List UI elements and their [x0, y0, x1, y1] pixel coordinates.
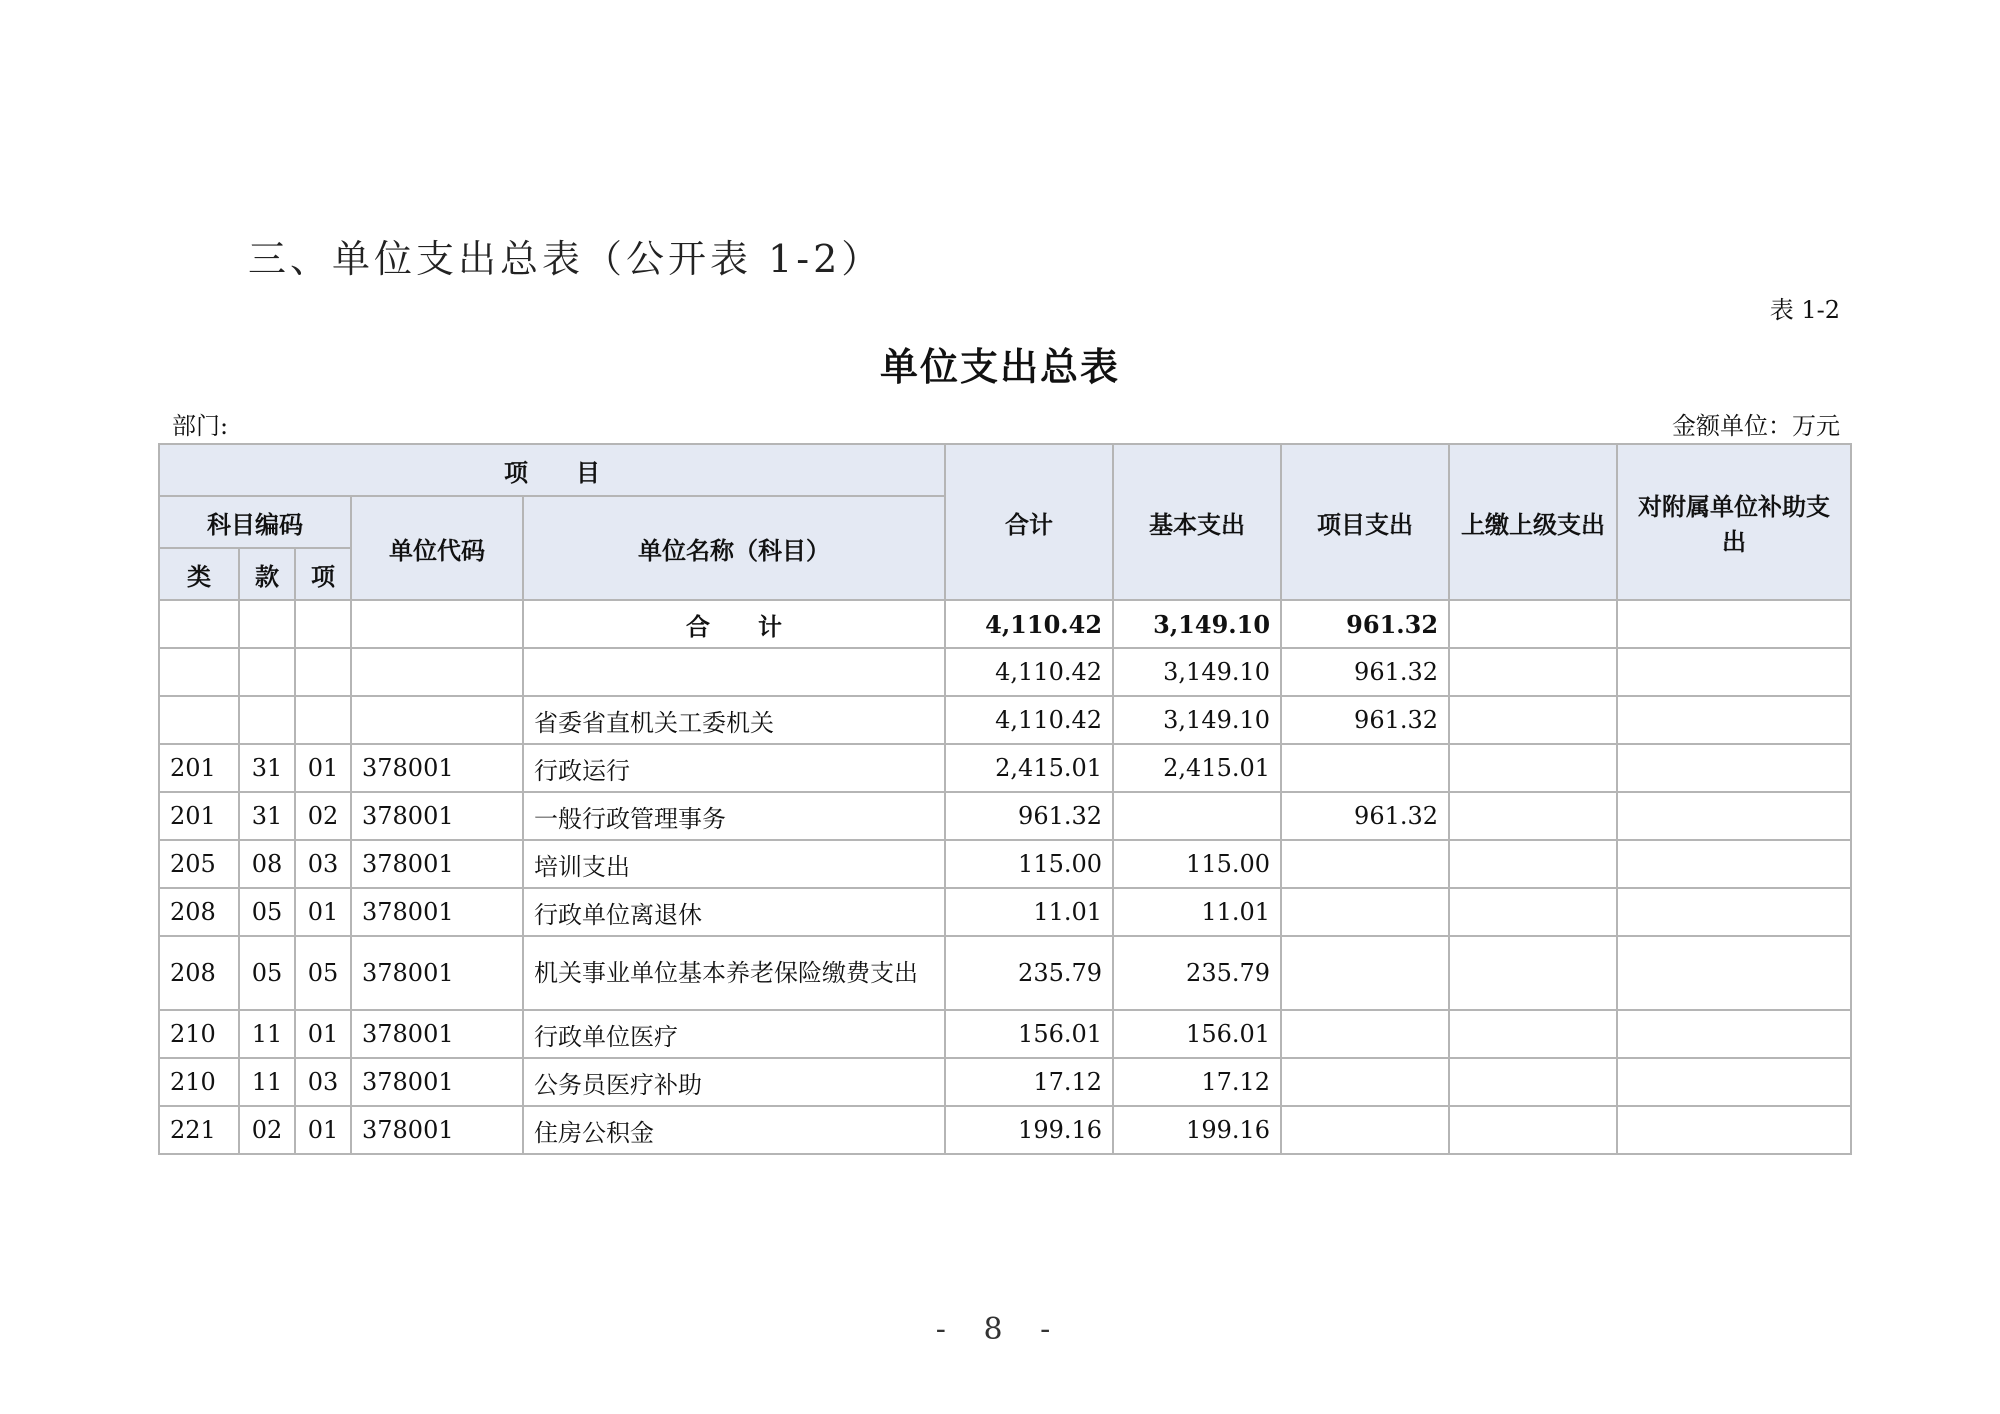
cell-kuan: 31	[239, 744, 295, 792]
cell-kuan: 11	[239, 1010, 295, 1058]
table-row	[159, 648, 1851, 696]
cell-name: 省委省直机关工委机关	[523, 696, 945, 744]
cell-lei: 208	[159, 888, 239, 936]
header-project: 项目支出	[1281, 444, 1449, 600]
cell-name: 合 计	[523, 600, 945, 648]
cell-lei: 205	[159, 840, 239, 888]
cell-subsidy	[1617, 648, 1851, 696]
cell-project: 961.32	[1281, 792, 1449, 840]
cell-name: 一般行政管理事务	[523, 792, 945, 840]
cell-total: 11.01	[945, 888, 1113, 936]
department-label: 部门:	[172, 412, 229, 440]
header-item: 项 目	[159, 444, 945, 496]
cell-project: 961.32	[1281, 696, 1449, 744]
header-total: 合计	[945, 444, 1113, 600]
header-lei: 类	[159, 548, 239, 600]
header-kuan: 款	[239, 548, 295, 600]
cell-total: 199.16	[945, 1106, 1113, 1154]
cell-code: 378001	[351, 936, 523, 1010]
table-row	[159, 840, 1851, 888]
cell-project	[1281, 888, 1449, 936]
header-basic: 基本支出	[1113, 444, 1281, 600]
cell-code	[351, 600, 523, 648]
cell-basic: 2,415.01	[1113, 744, 1281, 792]
cell-subsidy	[1617, 1106, 1851, 1154]
cell-lei: 201	[159, 744, 239, 792]
cell-name: 机关事业单位基本养老保险缴费支出	[523, 936, 945, 1010]
cell-subsidy	[1617, 1010, 1851, 1058]
cell-name: 住房公积金	[523, 1106, 945, 1154]
cell-kuan: 31	[239, 792, 295, 840]
cell-name: 培训支出	[523, 840, 945, 888]
table-row	[159, 744, 1851, 792]
header-xiang: 项	[295, 548, 351, 600]
cell-upper	[1449, 840, 1617, 888]
cell-basic: 3,149.10	[1113, 696, 1281, 744]
cell-kuan: 11	[239, 1058, 295, 1106]
cell-subsidy	[1617, 888, 1851, 936]
cell-total: 17.12	[945, 1058, 1113, 1106]
table-row	[159, 1058, 1851, 1106]
cell-code: 378001	[351, 744, 523, 792]
cell-xiang: 01	[295, 1106, 351, 1154]
cell-lei: 210	[159, 1010, 239, 1058]
cell-total: 235.79	[945, 936, 1113, 1010]
table-row	[159, 936, 1851, 1010]
cell-kuan: 02	[239, 1106, 295, 1154]
cell-code: 378001	[351, 1106, 523, 1154]
table-row	[159, 696, 1851, 744]
cell-kuan: 05	[239, 888, 295, 936]
cell-total: 961.32	[945, 792, 1113, 840]
cell-xiang	[295, 648, 351, 696]
header-subsidy: 对附属单位补助支出	[1617, 444, 1851, 600]
cell-lei: 208	[159, 936, 239, 1010]
cell-lei	[159, 696, 239, 744]
cell-kuan	[239, 600, 295, 648]
amount-unit-label: 金额单位：万元	[1672, 412, 1840, 440]
cell-name: 行政运行	[523, 744, 945, 792]
table-row	[159, 888, 1851, 936]
cell-kuan	[239, 648, 295, 696]
cell-xiang: 01	[295, 744, 351, 792]
cell-xiang: 01	[295, 888, 351, 936]
cell-lei	[159, 600, 239, 648]
table-header	[159, 444, 1851, 600]
cell-upper	[1449, 888, 1617, 936]
cell-project: 961.32	[1281, 600, 1449, 648]
cell-basic: 115.00	[1113, 840, 1281, 888]
cell-project	[1281, 936, 1449, 1010]
cell-xiang: 01	[295, 1010, 351, 1058]
cell-lei: 221	[159, 1106, 239, 1154]
table-number: 表 1-2	[1769, 296, 1840, 324]
cell-upper	[1449, 696, 1617, 744]
cell-project	[1281, 1106, 1449, 1154]
table-title: 单位支出总表	[879, 344, 1120, 389]
cell-xiang	[295, 696, 351, 744]
cell-project: 961.32	[1281, 648, 1449, 696]
cell-code: 378001	[351, 1010, 523, 1058]
header-unit-code: 单位代码	[351, 496, 523, 600]
cell-basic: 235.79	[1113, 936, 1281, 1010]
cell-name: 行政单位医疗	[523, 1010, 945, 1058]
table-row	[159, 1010, 1851, 1058]
cell-name	[523, 648, 945, 696]
page-number: - 8 -	[935, 1312, 1065, 1347]
cell-lei: 201	[159, 792, 239, 840]
cell-project	[1281, 840, 1449, 888]
cell-xiang: 03	[295, 1058, 351, 1106]
cell-total: 2,415.01	[945, 744, 1113, 792]
header-unit-name: 单位名称（科目）	[523, 496, 945, 600]
table-row	[159, 600, 1851, 648]
cell-total: 4,110.42	[945, 600, 1113, 648]
cell-total: 4,110.42	[945, 696, 1113, 744]
cell-xiang: 05	[295, 936, 351, 1010]
cell-basic	[1113, 792, 1281, 840]
cell-xiang: 02	[295, 792, 351, 840]
cell-upper	[1449, 1010, 1617, 1058]
header-subject-code: 科目编码	[159, 496, 351, 548]
cell-name: 行政单位离退休	[523, 888, 945, 936]
cell-total: 156.01	[945, 1010, 1113, 1058]
cell-subsidy	[1617, 600, 1851, 648]
header-upper: 上缴上级支出	[1449, 444, 1617, 600]
cell-upper	[1449, 1058, 1617, 1106]
cell-upper	[1449, 744, 1617, 792]
cell-basic: 17.12	[1113, 1058, 1281, 1106]
cell-basic: 3,149.10	[1113, 648, 1281, 696]
expenditure-table	[158, 443, 1852, 1155]
cell-lei: 210	[159, 1058, 239, 1106]
cell-upper	[1449, 1106, 1617, 1154]
cell-xiang	[295, 600, 351, 648]
cell-kuan	[239, 696, 295, 744]
cell-code	[351, 648, 523, 696]
cell-upper	[1449, 648, 1617, 696]
cell-code: 378001	[351, 840, 523, 888]
cell-subsidy	[1617, 696, 1851, 744]
cell-project	[1281, 1010, 1449, 1058]
cell-basic: 11.01	[1113, 888, 1281, 936]
cell-lei	[159, 648, 239, 696]
cell-upper	[1449, 792, 1617, 840]
table-row	[159, 1106, 1851, 1154]
cell-code: 378001	[351, 792, 523, 840]
cell-basic: 156.01	[1113, 1010, 1281, 1058]
cell-project	[1281, 1058, 1449, 1106]
cell-subsidy	[1617, 792, 1851, 840]
cell-kuan: 08	[239, 840, 295, 888]
cell-code: 378001	[351, 1058, 523, 1106]
cell-project	[1281, 744, 1449, 792]
cell-xiang: 03	[295, 840, 351, 888]
cell-basic: 3,149.10	[1113, 600, 1281, 648]
section-heading: 三、单位支出总表（公开表 1-2）	[248, 237, 884, 281]
table-body	[159, 600, 1851, 1154]
cell-total: 4,110.42	[945, 648, 1113, 696]
cell-code: 378001	[351, 888, 523, 936]
cell-kuan: 05	[239, 936, 295, 1010]
table-row	[159, 792, 1851, 840]
cell-basic: 199.16	[1113, 1106, 1281, 1154]
cell-code	[351, 696, 523, 744]
cell-upper	[1449, 600, 1617, 648]
cell-subsidy	[1617, 840, 1851, 888]
cell-subsidy	[1617, 1058, 1851, 1106]
cell-upper	[1449, 936, 1617, 1010]
cell-subsidy	[1617, 936, 1851, 1010]
cell-name: 公务员医疗补助	[523, 1058, 945, 1106]
cell-total: 115.00	[945, 840, 1113, 888]
cell-subsidy	[1617, 744, 1851, 792]
